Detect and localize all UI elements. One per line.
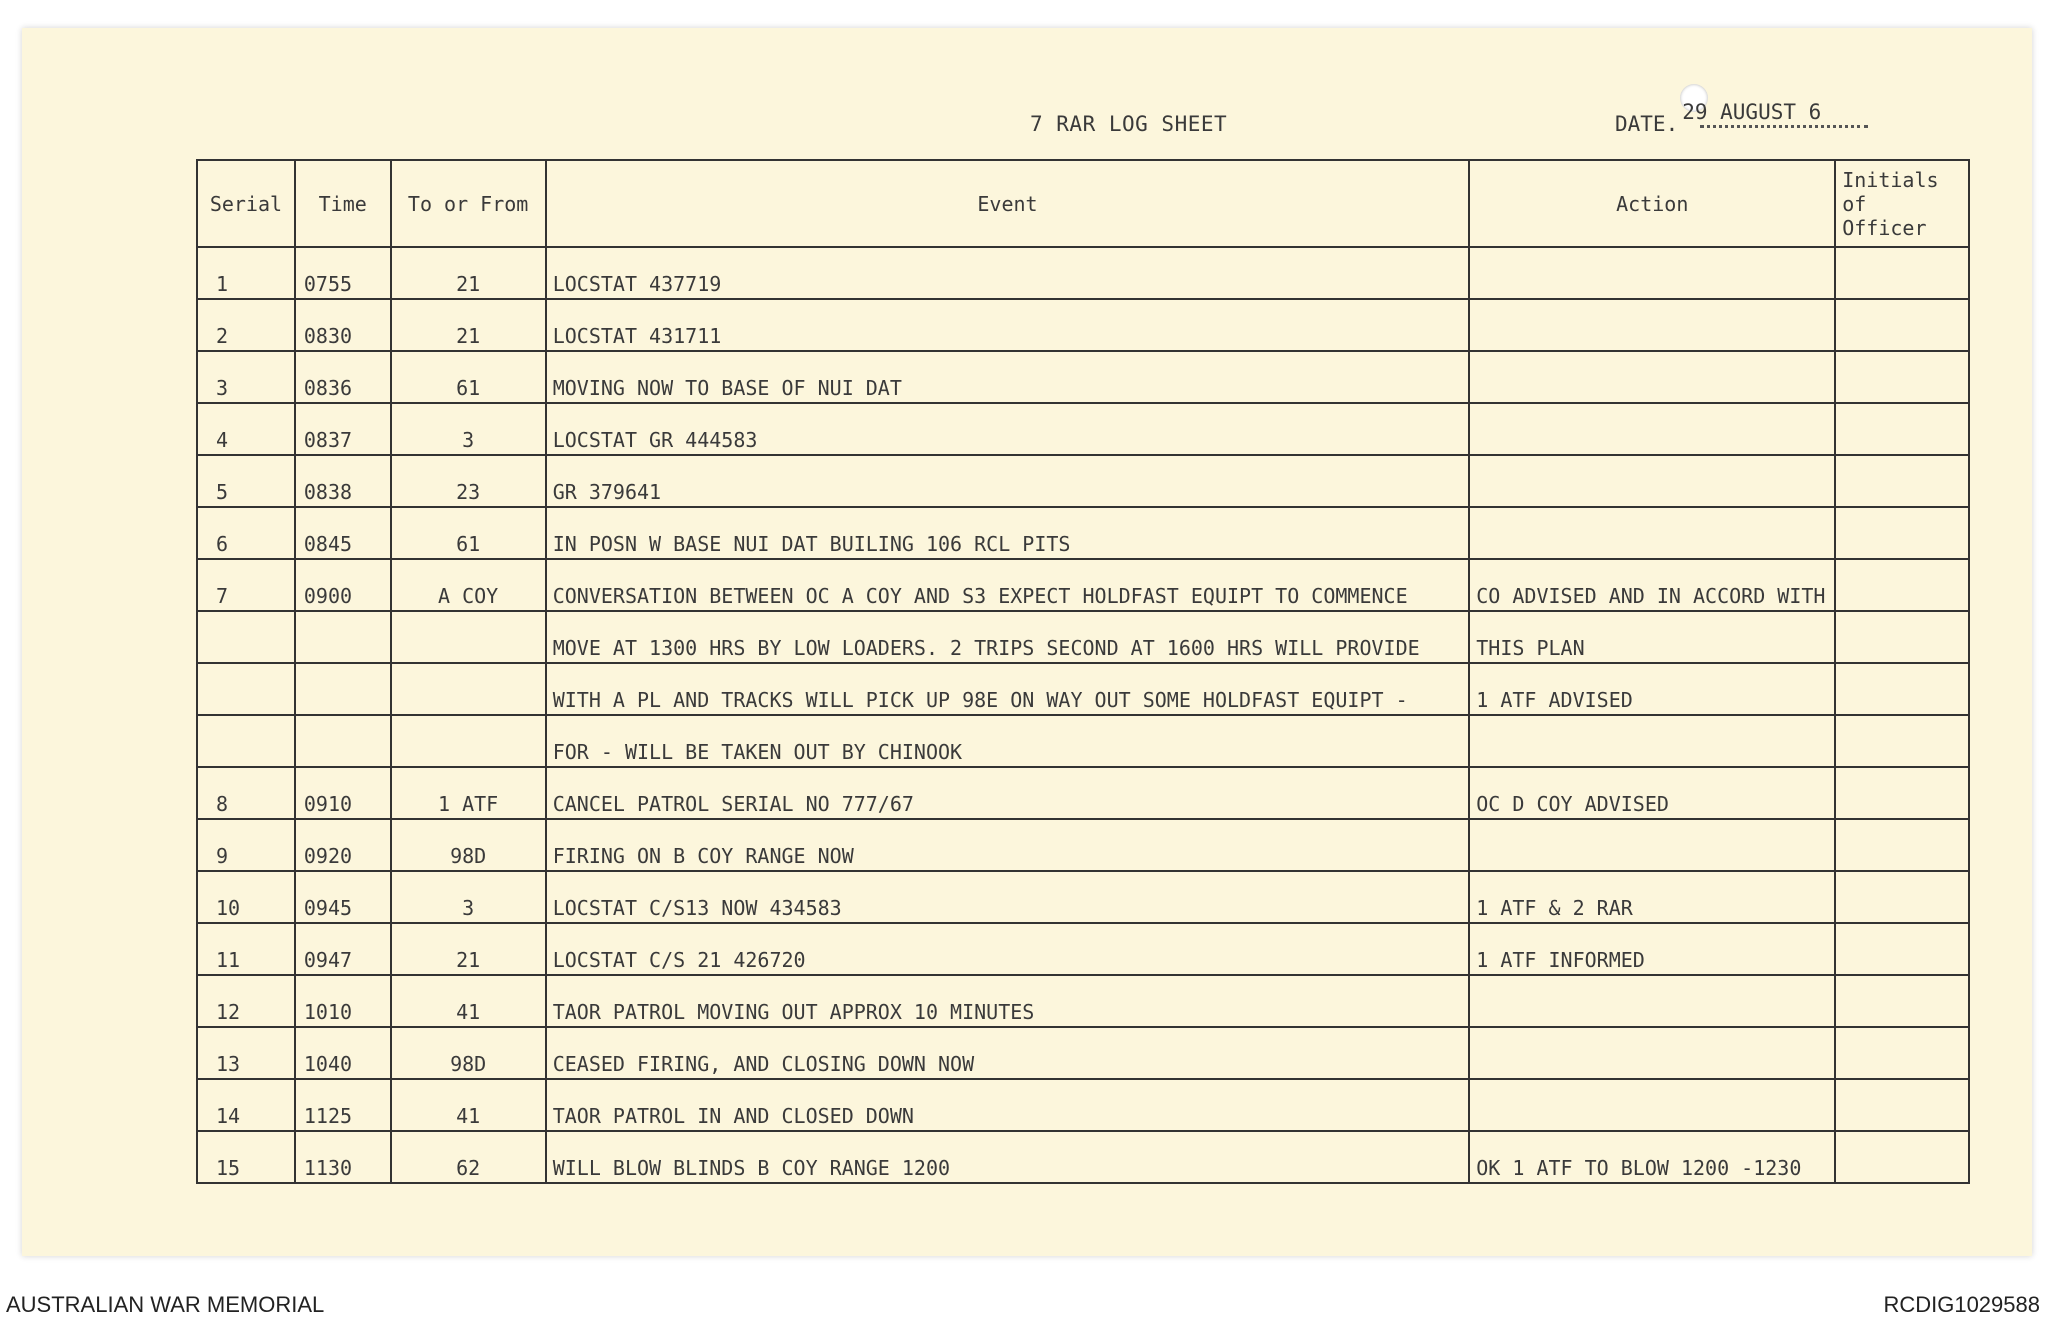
cell-to-or-from: 98D — [391, 819, 546, 871]
cell-serial — [197, 663, 295, 715]
cell-event: CONVERSATION BETWEEN OC A COY AND S3 EXPECT HOLDFAST EQUIPT TO COMMENCE — [546, 559, 1470, 611]
cell-serial — [197, 715, 295, 767]
cell-initials — [1835, 403, 1969, 455]
table-row — [197, 611, 1969, 663]
cell-to-or-from: 41 — [391, 975, 546, 1027]
cell-event: MOVING NOW TO BASE OF NUI DAT — [546, 351, 1470, 403]
cell-event: CANCEL PATROL SERIAL NO 777/67 — [546, 767, 1470, 819]
log-table — [196, 159, 1970, 1184]
cell-time: 0836 — [295, 351, 391, 403]
cell-time: 0755 — [295, 247, 391, 299]
cell-initials — [1835, 975, 1969, 1027]
cell-time: 0845 — [295, 507, 391, 559]
table-row — [197, 1079, 1969, 1131]
cell-serial: 14 — [197, 1079, 295, 1131]
cell-to-or-from: 62 — [391, 1131, 546, 1183]
cell-action: OK 1 ATF TO BLOW 1200 -1230 — [1469, 1131, 1835, 1183]
cell-action: CO ADVISED AND IN ACCORD WITH — [1469, 559, 1835, 611]
table-row — [197, 299, 1969, 351]
cell-serial: 7 — [197, 559, 295, 611]
cell-event: LOCSTAT 431711 — [546, 299, 1470, 351]
cell-time: 0910 — [295, 767, 391, 819]
sheet-title: 7 RAR LOG SHEET — [1030, 112, 1228, 136]
cell-initials — [1835, 1027, 1969, 1079]
cell-to-or-from: 98D — [391, 1027, 546, 1079]
header-time: Time — [295, 160, 391, 247]
cell-initials — [1835, 247, 1969, 299]
cell-to-or-from: A COY — [391, 559, 546, 611]
cell-event: FOR - WILL BE TAKEN OUT BY CHINOOK — [546, 715, 1470, 767]
cell-initials — [1835, 871, 1969, 923]
cell-event: TAOR PATROL MOVING OUT APPROX 10 MINUTES — [546, 975, 1470, 1027]
cell-event: CEASED FIRING, AND CLOSING DOWN NOW — [546, 1027, 1470, 1079]
cell-serial: 6 — [197, 507, 295, 559]
cell-event: WITH A PL AND TRACKS WILL PICK UP 98E ON WAY OUT SOME HOLDFAST EQUIPT - — [546, 663, 1470, 715]
cell-to-or-from: 23 — [391, 455, 546, 507]
cell-event: MOVE AT 1300 HRS BY LOW LOADERS. 2 TRIPS SECOND AT 1600 HRS WILL PROVIDE — [546, 611, 1470, 663]
cell-serial: 12 — [197, 975, 295, 1027]
cell-serial: 5 — [197, 455, 295, 507]
date-label: DATE. — [1615, 112, 1679, 136]
cell-initials — [1835, 767, 1969, 819]
cell-to-or-from — [391, 611, 546, 663]
cell-initials — [1835, 559, 1969, 611]
cell-to-or-from — [391, 663, 546, 715]
header-serial: Serial — [197, 160, 295, 247]
cell-time: 1130 — [295, 1131, 391, 1183]
cell-event: GR 379641 — [546, 455, 1470, 507]
table-row — [197, 1131, 1969, 1183]
cell-event: LOCSTAT C/S 21 426720 — [546, 923, 1470, 975]
cell-initials — [1835, 351, 1969, 403]
table-row — [197, 715, 1969, 767]
cell-time: 0947 — [295, 923, 391, 975]
cell-action — [1469, 403, 1835, 455]
header-action: Action — [1469, 160, 1835, 247]
cell-event: WILL BLOW BLINDS B COY RANGE 1200 — [546, 1131, 1470, 1183]
cell-initials — [1835, 819, 1969, 871]
cell-to-or-from: 41 — [391, 1079, 546, 1131]
cell-serial: 4 — [197, 403, 295, 455]
cell-time — [295, 715, 391, 767]
cell-action — [1469, 1079, 1835, 1131]
header-event: Event — [546, 160, 1470, 247]
cell-action — [1469, 351, 1835, 403]
cell-initials — [1835, 663, 1969, 715]
cell-action — [1469, 247, 1835, 299]
cell-serial: 9 — [197, 819, 295, 871]
cell-action — [1469, 455, 1835, 507]
cell-initials — [1835, 507, 1969, 559]
cell-action — [1469, 975, 1835, 1027]
cell-time: 0830 — [295, 299, 391, 351]
cell-serial: 2 — [197, 299, 295, 351]
cell-action: OC D COY ADVISED — [1469, 767, 1835, 819]
cell-initials — [1835, 1079, 1969, 1131]
table-row — [197, 1027, 1969, 1079]
cell-event: IN POSN W BASE NUI DAT BUILING 106 RCL PITS — [546, 507, 1470, 559]
cell-time: 1010 — [295, 975, 391, 1027]
cell-serial: 15 — [197, 1131, 295, 1183]
table-row — [197, 455, 1969, 507]
cell-action: THIS PLAN — [1469, 611, 1835, 663]
cell-initials — [1835, 299, 1969, 351]
cell-serial: 1 — [197, 247, 295, 299]
cell-event: FIRING ON B COY RANGE NOW — [546, 819, 1470, 871]
cell-action — [1469, 1027, 1835, 1079]
log-table-body — [197, 247, 1969, 1183]
cell-to-or-from: 21 — [391, 299, 546, 351]
cell-serial — [197, 611, 295, 663]
footer-record-id: RCDIG1029588 — [1883, 1292, 2040, 1317]
date-value: 29 AUGUST 6 — [1682, 100, 1822, 124]
cell-time: 1125 — [295, 1079, 391, 1131]
table-row — [197, 767, 1969, 819]
table-row — [197, 871, 1969, 923]
table-row — [197, 923, 1969, 975]
cell-to-or-from: 21 — [391, 247, 546, 299]
cell-event: LOCSTAT C/S13 NOW 434583 — [546, 871, 1470, 923]
cell-event: LOCSTAT GR 444583 — [546, 403, 1470, 455]
cell-action — [1469, 507, 1835, 559]
table-row — [197, 559, 1969, 611]
cell-to-or-from — [391, 715, 546, 767]
cell-time: 0920 — [295, 819, 391, 871]
cell-event: LOCSTAT 437719 — [546, 247, 1470, 299]
cell-time: 0900 — [295, 559, 391, 611]
cell-action — [1469, 715, 1835, 767]
cell-serial: 8 — [197, 767, 295, 819]
table-row — [197, 507, 1969, 559]
table-row — [197, 247, 1969, 299]
cell-initials — [1835, 1131, 1969, 1183]
header-initials-of-officer: Initials of Officer — [1835, 160, 1969, 247]
cell-serial: 10 — [197, 871, 295, 923]
cell-time: 0837 — [295, 403, 391, 455]
table-header-row — [197, 160, 1969, 247]
cell-to-or-from: 61 — [391, 351, 546, 403]
table-row — [197, 351, 1969, 403]
table-row — [197, 663, 1969, 715]
cell-serial: 13 — [197, 1027, 295, 1079]
cell-action — [1469, 819, 1835, 871]
table-row — [197, 819, 1969, 871]
cell-time: 0838 — [295, 455, 391, 507]
cell-initials — [1835, 715, 1969, 767]
table-row — [197, 403, 1969, 455]
footer-archive-name: AUSTRALIAN WAR MEMORIAL — [6, 1292, 325, 1317]
cell-action: 1 ATF ADVISED — [1469, 663, 1835, 715]
cell-initials — [1835, 455, 1969, 507]
date-dotted-line — [1700, 121, 1868, 128]
cell-to-or-from: 21 — [391, 923, 546, 975]
table-row — [197, 975, 1969, 1027]
cell-action — [1469, 299, 1835, 351]
cell-to-or-from: 61 — [391, 507, 546, 559]
cell-time — [295, 663, 391, 715]
cell-serial: 11 — [197, 923, 295, 975]
header-to-or-from: To or From — [391, 160, 546, 247]
cell-to-or-from: 1 ATF — [391, 767, 546, 819]
cell-event: TAOR PATROL IN AND CLOSED DOWN — [546, 1079, 1470, 1131]
cell-time — [295, 611, 391, 663]
cell-serial: 3 — [197, 351, 295, 403]
cell-to-or-from: 3 — [391, 403, 546, 455]
cell-action: 1 ATF INFORMED — [1469, 923, 1835, 975]
cell-initials — [1835, 923, 1969, 975]
cell-initials — [1835, 611, 1969, 663]
cell-action: 1 ATF & 2 RAR — [1469, 871, 1835, 923]
cell-time: 0945 — [295, 871, 391, 923]
cell-to-or-from: 3 — [391, 871, 546, 923]
cell-time: 1040 — [295, 1027, 391, 1079]
